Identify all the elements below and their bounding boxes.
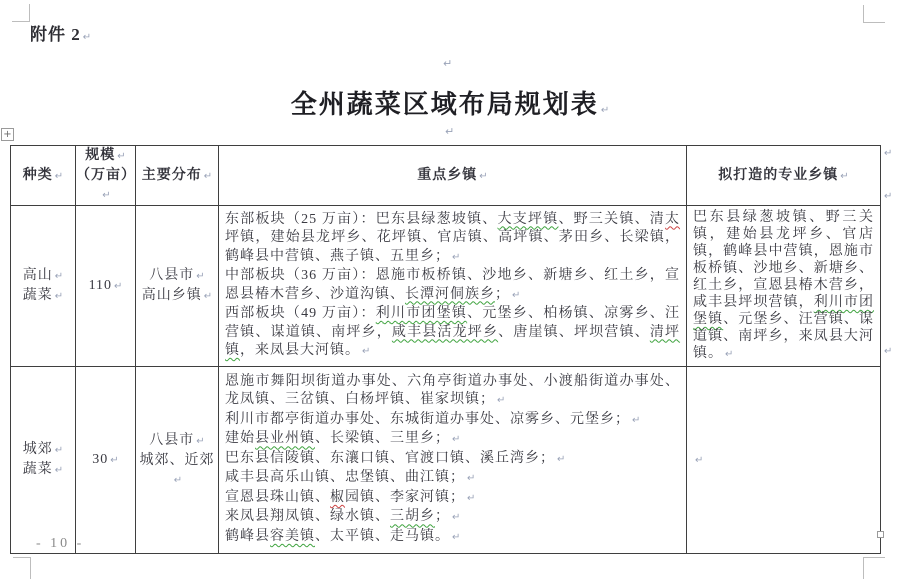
cell-text: 蔬菜: [22, 288, 53, 303]
header-key-towns[interactable]: [219, 146, 687, 206]
spellcheck-marked-text: 利川市团堡镇: [693, 295, 875, 327]
paragraph: [225, 211, 680, 268]
paragraph-mark: ↵: [557, 453, 566, 465]
cell-key-towns[interactable]: [219, 367, 687, 554]
spellcheck-marked-text: 太: [665, 211, 681, 227]
paragraph-text: ，来凤县大河镇。: [240, 343, 360, 358]
table-move-handle[interactable]: +: [1, 128, 14, 141]
paragraph: [225, 411, 680, 431]
table-header-row: [11, 146, 881, 206]
paragraph-mark: ↵: [467, 473, 476, 485]
paragraph: [693, 452, 874, 468]
header-text: （万亩）: [76, 168, 136, 183]
text-boundary-corner-top-right: [863, 5, 885, 23]
paragraph-text: 中部板块（36 万亩）：恩施市板桥镇、沙地乡、新塘乡、红土乡，宣恩县椿木营乡、沙道沟镇、: [225, 268, 680, 302]
paragraph-text: 、元堡乡、汪营镇、谋道镇、南坪乡，来凤县大河镇。: [693, 312, 875, 361]
paragraph-text: 、太平镇、走马镇。: [315, 528, 450, 544]
cell-key-towns[interactable]: [219, 206, 687, 367]
cell-text: 高山乡镇: [141, 288, 202, 303]
paragraph-mark: ↵: [54, 465, 64, 476]
paragraph-mark: ↵: [452, 531, 461, 543]
cell-text: 110: [88, 278, 113, 293]
cell-text: 蔬菜: [22, 462, 53, 477]
cell-text: 城郊: [22, 442, 53, 457]
cell-type[interactable]: [11, 206, 76, 367]
spellcheck-marked-text: 大支坪镇: [497, 211, 559, 227]
paragraph-mark: ↵: [196, 435, 205, 447]
paragraph-mark: ↵: [203, 170, 213, 182]
attachment-label[interactable]: [30, 20, 91, 45]
empty-paragraph-mark: ↵: [445, 125, 455, 138]
attachment-label-text: 附件 2: [30, 25, 81, 44]
header-type[interactable]: [11, 146, 76, 206]
paragraph-mark: ↵: [362, 346, 371, 357]
end-of-row-mark: ↵: [884, 148, 893, 159]
spellcheck-marked-text: 咸丰县活龙坪乡: [391, 324, 499, 340]
paragraph-mark: ↵: [479, 170, 488, 182]
end-of-row-mark: ↵: [884, 191, 893, 202]
cell-distribution[interactable]: [136, 206, 219, 367]
paragraph-mark: ↵: [632, 414, 641, 426]
paragraph-mark: ↵: [725, 349, 734, 360]
text-boundary-corner-top-left: [12, 4, 30, 22]
paragraph: [225, 430, 680, 450]
paragraph-mark: ↵: [173, 474, 183, 486]
cell-text: 高山: [22, 268, 53, 283]
spellcheck-marked-text: 椒: [330, 489, 345, 505]
empty-paragraph-mark: ↵: [443, 57, 453, 70]
paragraph-text: 西部板块（49 万亩）：: [225, 306, 376, 321]
paragraph-text: 、元堡乡、柏杨镇、凉雾乡、汪营镇、谋道镇、南坪乡，: [225, 306, 681, 340]
header-text: 拟打造的专业乡镇: [718, 167, 839, 183]
paragraph-mark: ↵: [54, 445, 64, 456]
cell-distribution[interactable]: [136, 367, 219, 554]
paragraph-text: 坪镇，建始县龙坪乡、花坪镇、官店镇、高坪镇、茅田乡、长梁镇，鹤峰县中营镇、燕子镇、五里乡；: [225, 230, 680, 264]
paragraph-mark: ↵: [196, 271, 205, 282]
spellcheck-marked-text: 县业州镇: [255, 431, 315, 447]
page-title-text: 全州蔬菜区域布局规划表: [290, 90, 599, 119]
spellcheck-marked-text: 容美镇: [270, 528, 315, 544]
paragraph-mark: ↵: [695, 455, 704, 466]
paragraph-mark: ↵: [452, 512, 461, 524]
paragraph-text: 鹤峰县: [225, 528, 270, 544]
planning-table: [10, 145, 881, 554]
paragraph-mark: ↵: [54, 271, 64, 282]
paragraph-mark: ↵: [54, 291, 64, 302]
cell-professional-towns-empty[interactable]: [687, 367, 881, 554]
paragraph-mark: ↵: [600, 105, 610, 116]
paragraph-mark: ↵: [840, 170, 849, 182]
paragraph-text: ；: [435, 509, 450, 525]
paragraph-text: 来凤县翔凤镇、绿水镇、: [225, 509, 390, 525]
paragraph-text: 东部板块（25 万亩）：巴东县绿葱坡镇、: [225, 211, 498, 227]
spellcheck-marked-text: 三胡乡: [390, 509, 435, 525]
paragraph-mark: ↵: [497, 395, 506, 407]
paragraph-text: 宣恩县珠山镇、: [225, 489, 330, 505]
header-text: 种类: [22, 167, 53, 183]
text-boundary-corner-bottom-left: [13, 557, 31, 579]
paragraph-text: 巴东县信陵镇、东瀼口镇、官渡口镇、溪丘湾乡；: [225, 450, 555, 466]
paragraph: [225, 267, 680, 305]
spellcheck-marked-text: 清坪镇: [225, 324, 681, 358]
header-professional-towns[interactable]: [687, 146, 881, 206]
page-number: [36, 536, 84, 552]
end-of-row-mark: ↵: [884, 346, 893, 357]
header-scale[interactable]: [76, 146, 136, 206]
paragraph-mark: ↵: [114, 281, 123, 292]
paragraph-text: ；: [495, 286, 510, 302]
paragraph: [225, 450, 680, 470]
paragraph-mark: ↵: [54, 170, 64, 182]
table-row-highland-vegetables: [11, 206, 881, 367]
cell-professional-towns[interactable]: [687, 206, 881, 367]
page-title[interactable]: [0, 84, 900, 121]
paragraph-text: 建始: [225, 431, 255, 447]
paragraph-text: 园镇、李家河镇；: [345, 489, 465, 505]
page-number-text: - 10 -: [36, 536, 85, 551]
paragraph-text: 、长梁镇、三里乡；: [315, 431, 450, 447]
cell-scale[interactable]: [76, 367, 136, 554]
header-distribution[interactable]: [136, 146, 219, 206]
spellcheck-marked-text: 利川市团堡镇: [375, 306, 468, 321]
paragraph: [693, 209, 874, 363]
cell-text: 城郊、近郊: [139, 452, 215, 468]
cell-text: 八县市: [149, 432, 195, 448]
paragraph-mark: ↵: [82, 32, 92, 43]
paragraph: [225, 508, 680, 528]
paragraph-text: 巴东县绿葱坡镇、野三关镇，建始县龙坪乡、官店镇，鹤峰县中营镇，恩施市板桥镇、沙地乡、新塘乡、红土乡，宣恩县椿木营乡，咸丰县坪坝营镇，: [693, 210, 874, 310]
paragraph-mark: ↵: [110, 455, 119, 466]
paragraph-mark: ↵: [203, 291, 213, 302]
header-text: 规模: [85, 148, 116, 163]
cell-text: 30: [92, 452, 109, 467]
paragraph-text: 咸丰县高乐山镇、忠堡镇、曲江镇；: [225, 470, 465, 486]
header-text: 重点乡镇: [417, 167, 478, 183]
paragraph-mark: ↵: [102, 190, 111, 201]
paragraph-text: 、唐崖镇、坪坝营镇、: [498, 324, 650, 340]
table-resize-handle[interactable]: [877, 531, 884, 538]
paragraph: [225, 528, 680, 548]
paragraph: [225, 373, 680, 411]
table-row-suburban-vegetables: [11, 367, 881, 554]
paragraph-mark: ↵: [512, 289, 521, 301]
paragraph-text: 恩施市舞阳坝街道办事处、六角亭街道办事处、小渡船街道办事处、龙凤镇、三岔镇、白杨坪镇、崔家坝镇；: [225, 373, 680, 408]
cell-type[interactable]: [11, 367, 76, 554]
paragraph-text: 利川市都亭街道办事处、东城街道办事处、凉雾乡、元堡乡；: [225, 411, 630, 427]
paragraph: [225, 469, 680, 489]
cell-scale[interactable]: [76, 206, 136, 367]
text-boundary-corner-bottom-right: [863, 557, 885, 579]
paragraph-mark: ↵: [452, 434, 461, 446]
paragraph-mark: ↵: [467, 492, 476, 504]
paragraph-text: 、野三关镇、清: [558, 211, 666, 227]
cell-text: 八县市: [149, 268, 195, 283]
paragraph: [225, 489, 680, 509]
paragraph: [225, 305, 680, 362]
spellcheck-marked-text: 长潭河侗族乡: [405, 286, 495, 302]
paragraph-mark: ↵: [117, 151, 126, 162]
header-text: 主要分布: [141, 167, 202, 183]
paragraph-mark: ↵: [452, 251, 461, 263]
